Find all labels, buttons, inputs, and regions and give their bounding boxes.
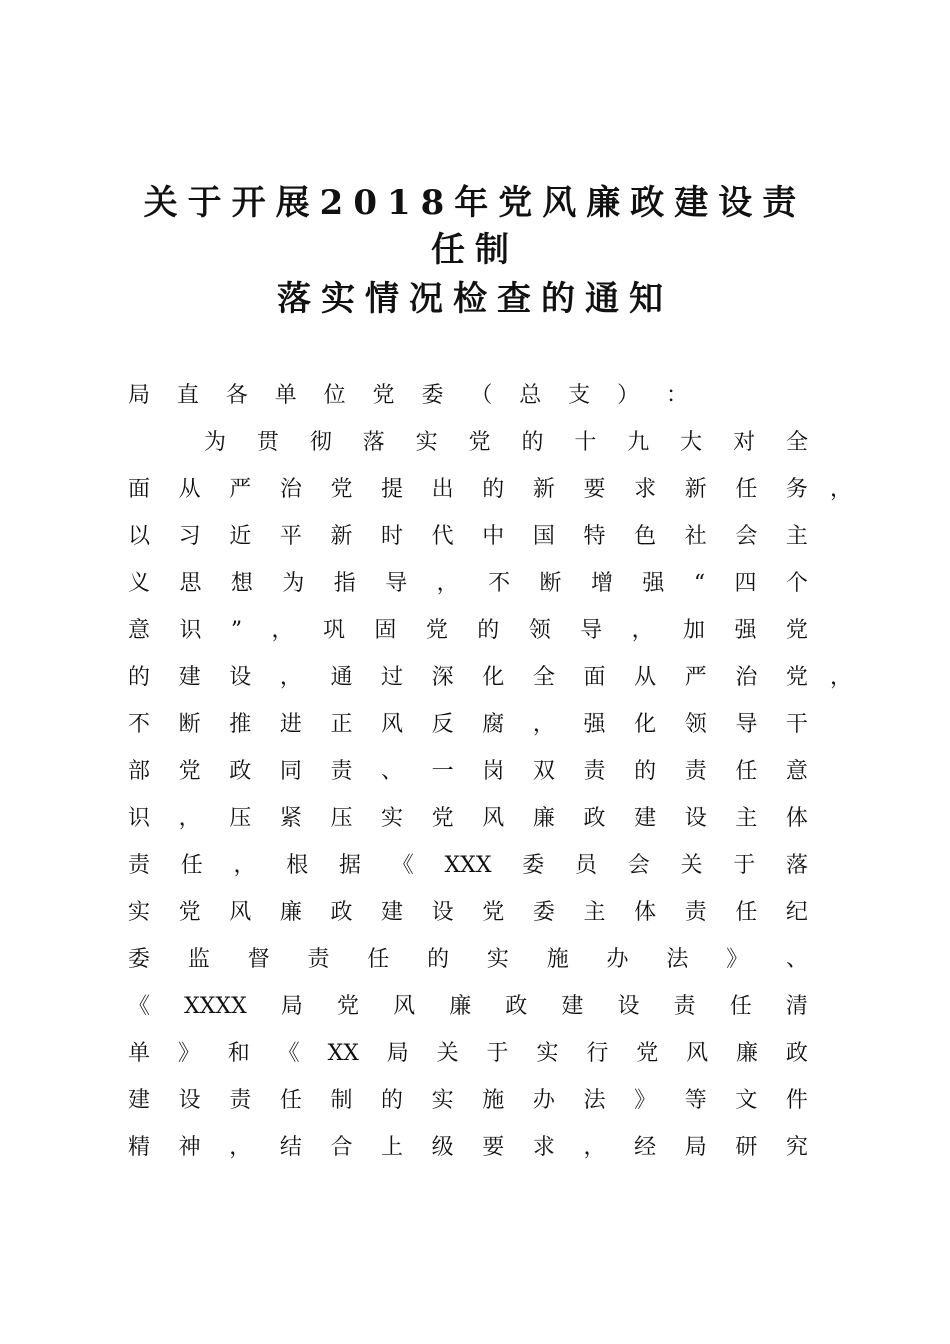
- text-glyph: 国: [532, 524, 555, 549]
- text-glyph: 体: [785, 806, 808, 831]
- text-glyph: 》: [726, 947, 749, 972]
- text-glyph: 实: [415, 430, 438, 455]
- text-glyph: 党: [636, 1041, 659, 1066]
- text-glyph: 行: [586, 1041, 609, 1066]
- text-glyph: 落: [362, 430, 385, 455]
- text-glyph: 任: [367, 947, 390, 972]
- body-line: [128, 521, 808, 553]
- document-title-line-3: 落实情况检查的通知: [277, 279, 673, 319]
- text-glyph: 识: [179, 618, 202, 643]
- text-glyph: 全: [785, 430, 808, 455]
- text-glyph: 党: [785, 665, 808, 690]
- text-glyph: 设: [431, 900, 454, 925]
- text-glyph: 党: [482, 900, 505, 925]
- text-glyph: 党: [178, 900, 201, 925]
- text-glyph: 以: [128, 524, 151, 549]
- text-glyph: 个: [785, 571, 808, 596]
- text-glyph: 等: [684, 1088, 707, 1113]
- text-glyph: 级: [431, 1135, 454, 1160]
- text-glyph: 设: [617, 994, 640, 1019]
- text-glyph: 岗: [482, 759, 505, 784]
- text-glyph: 固: [374, 618, 397, 643]
- text-glyph: 党: [468, 430, 491, 455]
- text-glyph: 面: [128, 477, 151, 502]
- text-glyph: 究: [785, 1135, 808, 1160]
- text-glyph: 主: [735, 806, 758, 831]
- text-glyph: 根: [286, 853, 309, 878]
- text-glyph: 》: [177, 1041, 200, 1066]
- body-line: [128, 709, 808, 741]
- body-line: [128, 568, 808, 600]
- text-glyph: 落: [785, 853, 808, 878]
- text-glyph: 责: [330, 759, 353, 784]
- text-glyph: 新: [684, 477, 707, 502]
- text-glyph: 设: [229, 665, 252, 690]
- text-glyph: ：: [665, 383, 688, 408]
- text-glyph: 实: [128, 900, 151, 925]
- text-glyph: 任: [729, 994, 752, 1019]
- text-glyph: 识: [128, 806, 151, 831]
- text-glyph: 局: [128, 383, 151, 408]
- text-glyph: 求: [634, 477, 657, 502]
- text-glyph: 治: [735, 665, 758, 690]
- text-glyph: 导: [385, 571, 408, 596]
- text-glyph: 政: [505, 994, 528, 1019]
- text-glyph: 办: [532, 1088, 555, 1113]
- text-glyph: 制: [330, 1088, 353, 1113]
- text-glyph: 彻: [309, 430, 332, 455]
- text-glyph: 严: [229, 477, 252, 502]
- text-glyph: 件: [785, 1088, 808, 1113]
- text-glyph: 责: [684, 900, 707, 925]
- text-glyph: 巩: [322, 618, 345, 643]
- text-glyph: 监: [187, 947, 210, 972]
- text-glyph: 想: [230, 571, 253, 596]
- text-glyph: 不: [128, 712, 151, 737]
- text-glyph: 建: [381, 900, 404, 925]
- text-glyph: 政: [330, 900, 353, 925]
- text-glyph: 过: [381, 665, 404, 690]
- text-glyph: 断: [539, 571, 562, 596]
- text-glyph: ，: [436, 571, 459, 596]
- text-glyph: 法: [583, 1088, 606, 1113]
- text-glyph: 上: [381, 1135, 404, 1160]
- text-glyph: 会: [627, 853, 650, 878]
- body-line: [128, 803, 808, 835]
- text-glyph: 党: [178, 759, 201, 784]
- text-glyph: XXXX: [184, 994, 247, 1019]
- text-glyph: 局: [386, 1041, 409, 1066]
- text-glyph: XXX: [444, 853, 492, 878]
- text-glyph: 《: [391, 853, 414, 878]
- text-glyph: 不: [488, 571, 511, 596]
- body-line: [128, 615, 808, 647]
- text-glyph: ，: [271, 618, 294, 643]
- text-glyph: 新: [532, 477, 555, 502]
- text-glyph: 义: [128, 571, 151, 596]
- text-glyph: 反: [431, 712, 454, 737]
- text-glyph: 于: [486, 1041, 509, 1066]
- text-glyph: 代: [431, 524, 454, 549]
- text-glyph: 单: [274, 383, 297, 408]
- body-line: [128, 1038, 808, 1070]
- body-line: [128, 944, 808, 976]
- text-glyph: 风: [686, 1041, 709, 1066]
- text-glyph: 党: [372, 383, 395, 408]
- text-glyph: 要: [482, 1135, 505, 1160]
- text-glyph: 委: [421, 383, 444, 408]
- text-glyph: 责: [673, 994, 696, 1019]
- text-glyph: 党: [330, 477, 353, 502]
- text-glyph: 的: [381, 1088, 404, 1113]
- body-line: [128, 991, 808, 1023]
- text-glyph: 局: [280, 994, 303, 1019]
- text-glyph: 建: [128, 1088, 151, 1113]
- text-glyph: 》: [634, 1088, 657, 1113]
- text-glyph: 新: [330, 524, 353, 549]
- text-glyph: 双: [532, 759, 555, 784]
- text-glyph: 强: [583, 712, 606, 737]
- text-glyph: 的: [634, 759, 657, 784]
- text-glyph: ，: [631, 618, 654, 643]
- text-glyph: 任: [735, 477, 758, 502]
- text-glyph: 关: [680, 853, 703, 878]
- text-glyph: 为: [204, 430, 227, 455]
- text-glyph: 任: [735, 900, 758, 925]
- text-glyph: 结: [279, 1135, 302, 1160]
- text-glyph: 于: [733, 853, 756, 878]
- body-line: [204, 427, 808, 459]
- text-glyph: 思: [179, 571, 202, 596]
- text-glyph: 对: [733, 430, 756, 455]
- text-glyph: XX: [327, 1041, 359, 1066]
- text-glyph: 一: [431, 759, 454, 784]
- text-glyph: 精: [128, 1135, 151, 1160]
- text-glyph: 责: [684, 759, 707, 784]
- text-glyph: 九: [627, 430, 650, 455]
- text-glyph: “: [693, 571, 706, 596]
- text-glyph: 建: [178, 665, 201, 690]
- text-glyph: 政: [583, 806, 606, 831]
- text-glyph: ，: [233, 853, 256, 878]
- text-glyph: 据: [339, 853, 362, 878]
- text-glyph: 色: [634, 524, 657, 549]
- text-glyph: 会: [735, 524, 758, 549]
- text-glyph: 习: [178, 524, 201, 549]
- body-line: [128, 1085, 808, 1117]
- text-glyph: 员: [574, 853, 597, 878]
- body-line: [128, 897, 808, 929]
- text-glyph: 近: [229, 524, 252, 549]
- text-glyph: 设: [684, 806, 707, 831]
- text-glyph: ，: [178, 806, 201, 831]
- text-glyph: 清: [785, 994, 808, 1019]
- text-glyph: 同: [279, 759, 302, 784]
- text-glyph: 经: [634, 1135, 657, 1160]
- text-glyph: 通: [330, 665, 353, 690]
- text-glyph: 督: [247, 947, 270, 972]
- text-glyph: 的: [477, 618, 500, 643]
- text-glyph: 社: [684, 524, 707, 549]
- text-glyph: 实: [536, 1041, 559, 1066]
- text-glyph: 施: [482, 1088, 505, 1113]
- text-glyph: 和: [227, 1041, 250, 1066]
- text-glyph: 廉: [532, 806, 555, 831]
- body-line: [128, 662, 808, 694]
- text-glyph: 体: [634, 900, 657, 925]
- text-glyph: 位: [323, 383, 346, 408]
- text-glyph: 贯: [256, 430, 279, 455]
- text-glyph: 的: [427, 947, 450, 972]
- text-glyph: 强: [642, 571, 665, 596]
- text-glyph: 十: [574, 430, 597, 455]
- text-glyph: 党: [431, 806, 454, 831]
- text-glyph: 实: [381, 806, 404, 831]
- text-glyph: 廉: [736, 1041, 759, 1066]
- text-glyph: 部: [128, 759, 151, 784]
- text-glyph: 时: [381, 524, 404, 549]
- text-glyph: 领: [684, 712, 707, 737]
- text-glyph: 支: [568, 383, 591, 408]
- text-glyph: 风: [482, 806, 505, 831]
- text-glyph: 关: [436, 1041, 459, 1066]
- text-glyph: 建: [634, 806, 657, 831]
- text-glyph: 的: [521, 430, 544, 455]
- text-glyph: 政: [785, 1041, 808, 1066]
- text-glyph: 从: [178, 477, 201, 502]
- text-glyph: 腐: [482, 712, 505, 737]
- text-glyph: 法: [666, 947, 689, 972]
- line-end-punctuation: ，: [830, 665, 853, 690]
- text-glyph: 政: [229, 759, 252, 784]
- text-glyph: 责: [128, 853, 151, 878]
- text-glyph: ，: [229, 1135, 252, 1160]
- text-glyph: 领: [528, 618, 551, 643]
- text-glyph: 导: [735, 712, 758, 737]
- text-glyph: 化: [482, 665, 505, 690]
- text-glyph: 平: [279, 524, 302, 549]
- text-glyph: 、: [381, 759, 404, 784]
- text-glyph: 风: [381, 712, 404, 737]
- document-title-line-1: 关于开展2018年党风廉政建设责: [143, 183, 807, 223]
- text-glyph: 的: [128, 665, 151, 690]
- text-glyph: 党: [336, 994, 359, 1019]
- text-glyph: 紧: [279, 806, 302, 831]
- text-glyph: 总: [519, 383, 542, 408]
- text-glyph: 从: [634, 665, 657, 690]
- text-glyph: 直: [176, 383, 199, 408]
- text-glyph: 面: [583, 665, 606, 690]
- text-glyph: 全: [532, 665, 555, 690]
- text-glyph: ）: [617, 383, 640, 408]
- text-glyph: 要: [583, 477, 606, 502]
- text-glyph: 导: [580, 618, 603, 643]
- text-glyph: 深: [431, 665, 454, 690]
- text-glyph: 党: [785, 618, 808, 643]
- text-glyph: 意: [128, 618, 151, 643]
- text-glyph: 风: [393, 994, 416, 1019]
- text-glyph: （: [470, 383, 493, 408]
- text-glyph: 任: [735, 759, 758, 784]
- text-glyph: 指: [333, 571, 356, 596]
- text-glyph: 神: [178, 1135, 201, 1160]
- text-glyph: 压: [330, 806, 353, 831]
- text-glyph: 廉: [279, 900, 302, 925]
- text-glyph: 党: [425, 618, 448, 643]
- text-glyph: 实: [486, 947, 509, 972]
- text-glyph: 各: [225, 383, 248, 408]
- text-glyph: 进: [279, 712, 302, 737]
- text-glyph: 纪: [785, 900, 808, 925]
- text-glyph: 干: [785, 712, 808, 737]
- body-line: [128, 474, 808, 506]
- text-glyph: 出: [431, 477, 454, 502]
- text-glyph: 正: [330, 712, 353, 737]
- document-title-line-2: 任制: [431, 230, 519, 270]
- text-glyph: 推: [229, 712, 252, 737]
- text-glyph: 任: [279, 1088, 302, 1113]
- text-glyph: 单: [128, 1041, 151, 1066]
- text-glyph: 委: [522, 853, 545, 878]
- text-glyph: 风: [229, 900, 252, 925]
- text-glyph: 实: [431, 1088, 454, 1113]
- text-glyph: 四: [734, 571, 757, 596]
- text-glyph: 增: [590, 571, 613, 596]
- text-glyph: 主: [785, 524, 808, 549]
- text-glyph: 《: [277, 1041, 300, 1066]
- text-glyph: 严: [684, 665, 707, 690]
- text-glyph: 局: [684, 1135, 707, 1160]
- text-glyph: 设: [178, 1088, 201, 1113]
- text-glyph: ”: [230, 618, 243, 643]
- body-line: [128, 756, 808, 788]
- text-glyph: 主: [583, 900, 606, 925]
- text-glyph: 廉: [449, 994, 472, 1019]
- text-glyph: 断: [178, 712, 201, 737]
- text-glyph: 意: [785, 759, 808, 784]
- text-glyph: 《: [128, 994, 151, 1019]
- text-glyph: 中: [482, 524, 505, 549]
- text-glyph: 任: [180, 853, 203, 878]
- text-glyph: 办: [606, 947, 629, 972]
- text-glyph: 责: [229, 1088, 252, 1113]
- text-glyph: 治: [279, 477, 302, 502]
- text-glyph: 合: [330, 1135, 353, 1160]
- text-glyph: 务: [785, 477, 808, 502]
- text-glyph: 文: [735, 1088, 758, 1113]
- line-end-punctuation: ，: [830, 477, 853, 502]
- text-glyph: 大: [680, 430, 703, 455]
- text-glyph: 压: [229, 806, 252, 831]
- text-glyph: 为: [282, 571, 305, 596]
- text-glyph: 提: [381, 477, 404, 502]
- text-glyph: 、: [785, 947, 808, 972]
- text-glyph: 强: [734, 618, 757, 643]
- text-glyph: 责: [307, 947, 330, 972]
- text-glyph: 建: [561, 994, 584, 1019]
- text-glyph: 的: [482, 477, 505, 502]
- text-glyph: ，: [583, 1135, 606, 1160]
- text-glyph: 施: [546, 947, 569, 972]
- text-glyph: 委: [532, 900, 555, 925]
- body-line: [128, 1132, 808, 1164]
- body-line: [128, 850, 808, 882]
- text-glyph: 研: [735, 1135, 758, 1160]
- text-glyph: ，: [532, 712, 555, 737]
- text-glyph: 特: [583, 524, 606, 549]
- salutation: [128, 380, 688, 412]
- text-glyph: 求: [532, 1135, 555, 1160]
- text-glyph: 化: [634, 712, 657, 737]
- text-glyph: 责: [583, 759, 606, 784]
- text-glyph: 委: [128, 947, 151, 972]
- text-glyph: ，: [279, 665, 302, 690]
- text-glyph: 加: [683, 618, 706, 643]
